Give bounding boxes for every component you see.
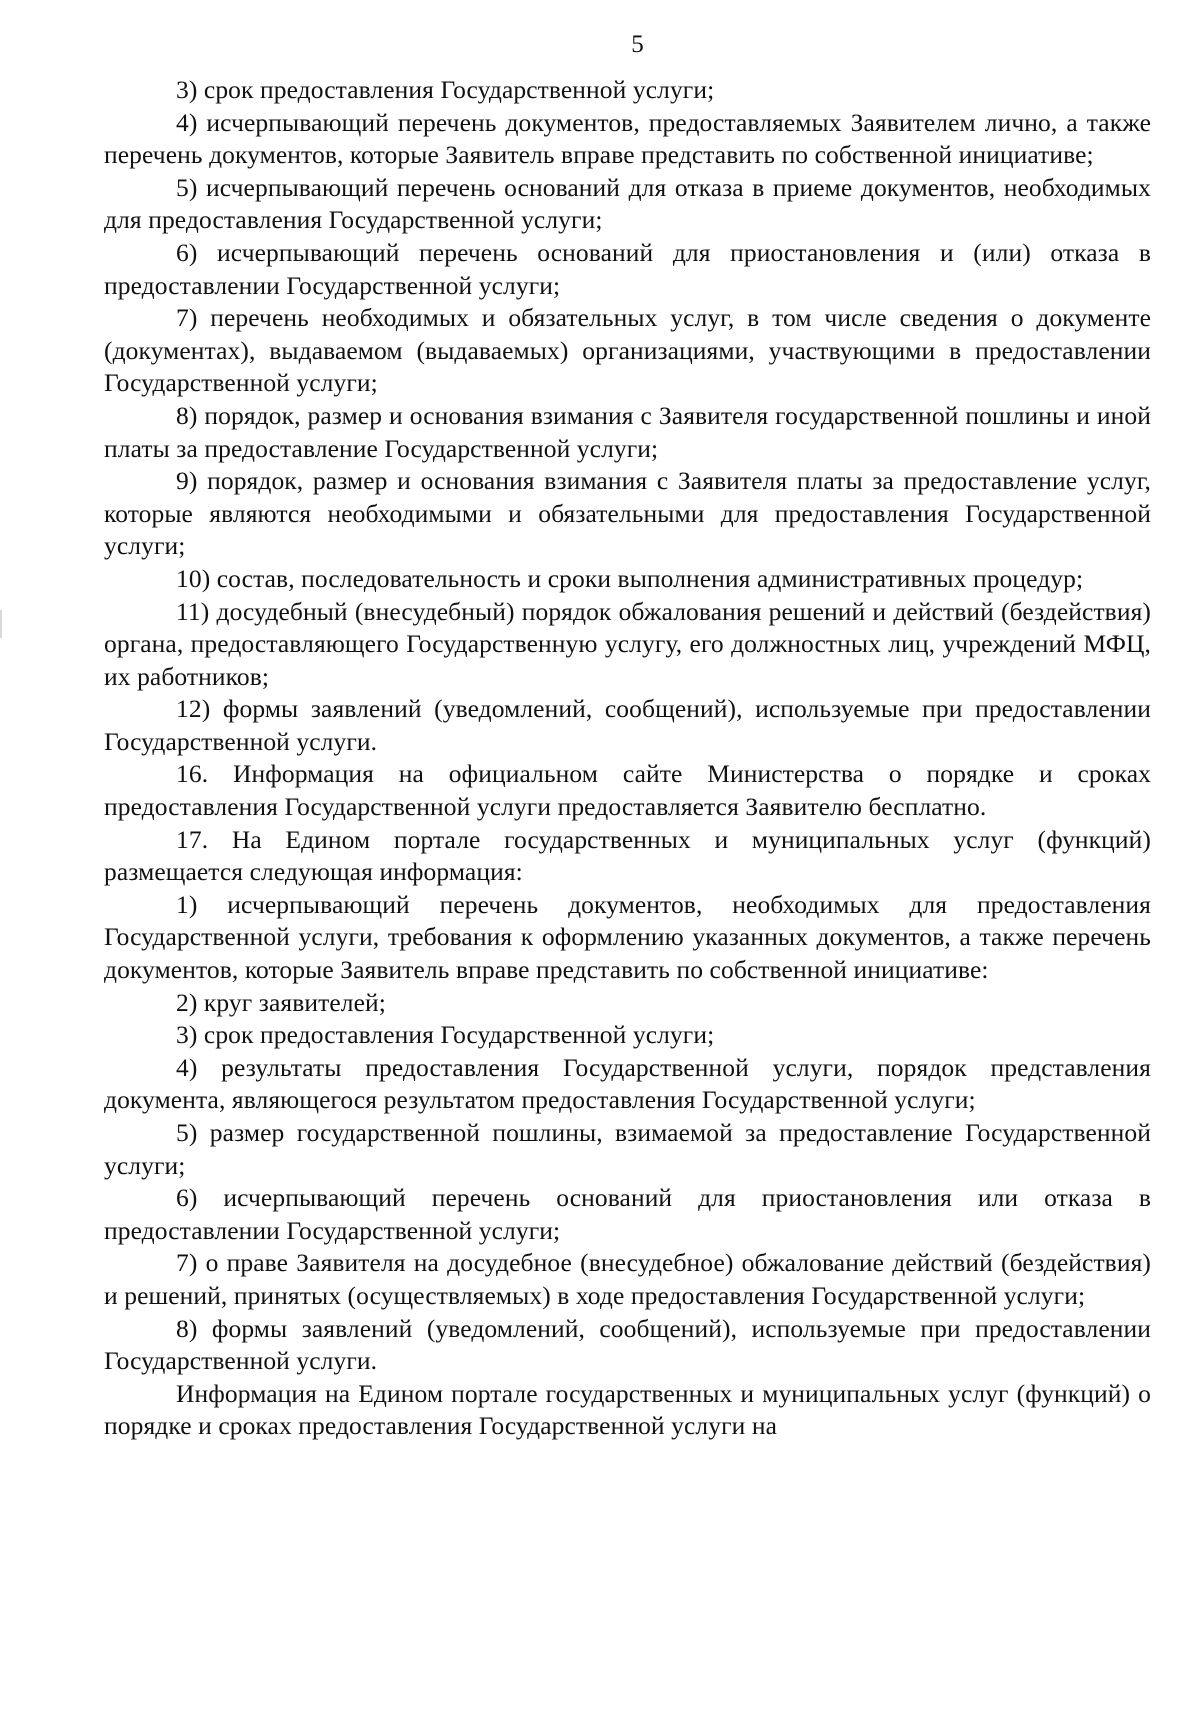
paragraph-17: 5) размер государственной пошлины, взимаемой за предоставление Государственной услуги;	[104, 1118, 1151, 1180]
paragraph-10: 12) формы заявлений (уведомлений, сообщений), используемые при предоставлении Государственной услуги.	[104, 694, 1151, 756]
paragraph-19: 7) о праве Заявителя на досудебное (внесудебное) обжалование действий (бездействия) и решений, принятых (осуществляемых) в ходе предоставления Государственной услуги;	[104, 1248, 1151, 1310]
paragraph-7: 9) порядок, размер и основания взимания с Заявителя платы за предоставление услуг, которые являются необходимыми и обязательными для предоставления Государственной услуги;	[104, 466, 1151, 561]
paragraph-11: 16. Информация на официальном сайте Министерства о порядке и сроках предоставления Государственной услуги предоставляется Заявителю бесплатно.	[104, 759, 1151, 822]
paragraph-20: 8) формы заявлений (уведомлений, сообщений), используемые при предоставлении Государственной услуги.	[104, 1313, 1151, 1376]
paragraph-8: 10) состав, последовательность и сроки выполнения административных процедур;	[176, 563, 1084, 593]
document-page	[104, 30, 1151, 1443]
page-number: 5	[631, 31, 644, 58]
paragraph-18: 6) исчерпывающий перечень оснований для приостановления или отказа в предоставлении Государственной услуги;	[104, 1183, 1151, 1245]
paragraph-16: 4) результаты предоставления Государственной услуги, порядок представления документа, являющегося результатом предоставления Государственной услуги;	[104, 1052, 1151, 1115]
paragraph-9: 11) досудебный (внесудебный) порядок обжалования решений и действий (бездействия) органа, предоставляющего Государственную услугу, его должностных лиц, учреждений МФЦ, их работников;	[104, 596, 1151, 691]
paragraph-12: 17. На Едином портале государственных и муниципальных услуг (функций) размещается следующая информация:	[104, 824, 1151, 887]
paragraph-1: 3) срок предоставления Государственной услуги;	[176, 75, 715, 104]
paragraph-5: 7) перечень необходимых и обязательных услуг, в том числе сведения о документе (документах), выдаваемом (выдаваемых) организациями, участвующими в предоставлении Государственной услуги;	[104, 303, 1151, 398]
paragraph-21: Информация на Едином портале государственных и муниципальных услуг (функций) о порядке и сроках предоставления Государственной услуги на	[104, 1378, 1151, 1441]
paragraph-4: 6) исчерпывающий перечень оснований для приостановления и (или) отказа в предоставлении Государственной услуги;	[104, 237, 1151, 300]
paragraph-13: 1) исчерпывающий перечень документов, необходимых для предоставления Государственной услуги, требования к оформлению указанных документов, а также перечень документов, которые Заявитель вправе представить по собственной инициативе:	[104, 889, 1151, 985]
paragraph-3: 5) исчерпывающий перечень оснований для отказа в приеме документов, необходимых для предоставления Государственной услуги;	[104, 172, 1151, 235]
paragraph-14: 2) круг заявителей;	[176, 987, 386, 1017]
paragraph-6: 8) порядок, размер и основания взимания с Заявителя государственной пошлины и иной платы за предоставление Государственной услуги;	[104, 400, 1151, 463]
paragraph-15: 3) срок предоставления Государственной услуги;	[176, 1020, 715, 1050]
paragraph-2: 4) исчерпывающий перечень документов, предоставляемых Заявителем лично, а также перечень документов, которые Заявитель вправе представить по собственной инициативе;	[104, 107, 1151, 170]
scan-edge-mark	[0, 610, 2, 638]
